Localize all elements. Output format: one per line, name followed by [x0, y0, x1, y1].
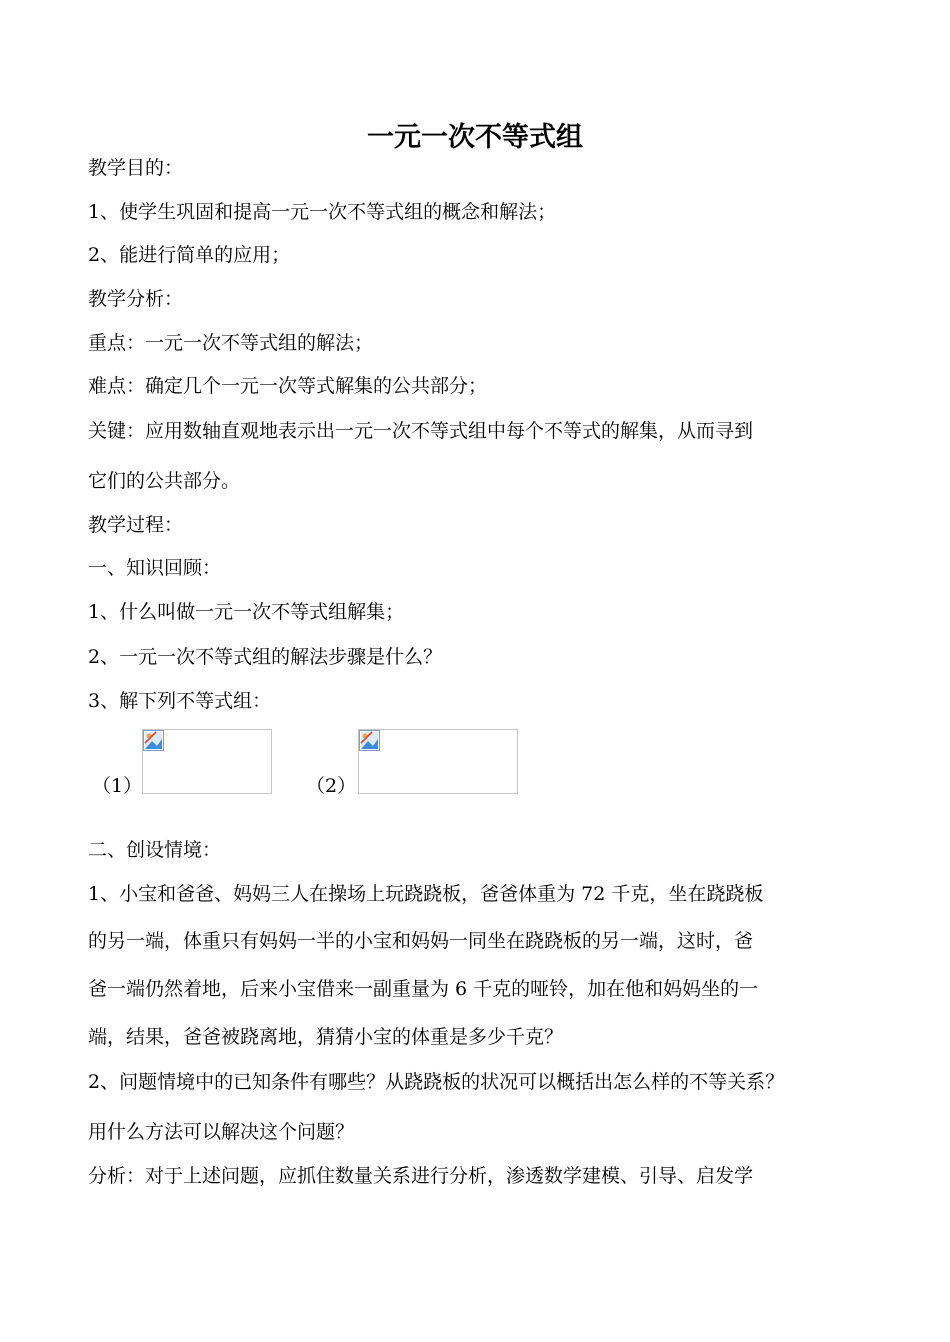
text-line: 2、一元一次不等式组的解法步骤是什么？: [88, 646, 443, 668]
text-line: 教学分析：: [88, 288, 184, 310]
text-line: 3、解下列不等式组：: [88, 690, 272, 712]
text-line: 难点：确定几个一元一次等式解集的公共部分；: [88, 375, 488, 397]
text-line: 1、使学生巩固和提高一元一次不等式组的概念和解法；: [88, 201, 557, 223]
text-line: 教学过程：: [88, 514, 184, 536]
broken-image-icon: [143, 730, 164, 751]
text-line: 二、创设情境：: [88, 839, 222, 861]
text-line: 关键：应用数轴直观地表示出一元一次不等式组中每个不等式的解集，从而寻到: [88, 420, 754, 442]
text-line: 2、问题情境中的已知条件有哪些？从跷跷板的状况可以概括出怎么样的不等关系？: [88, 1071, 785, 1093]
text-line: 分析：对于上述问题，应抓住数量关系进行分析，渗透数学建模、引导、启发学: [88, 1165, 754, 1187]
text-line: 一、知识回顾：: [88, 557, 222, 579]
text-line: 重点：一元一次不等式组的解法；: [88, 332, 374, 354]
text-line: 1、什么叫做一元一次不等式组解集；: [88, 601, 405, 623]
text-line: 用什么方法可以解决这个问题？: [88, 1121, 355, 1143]
text-line: 1、小宝和爸爸、妈妈三人在操场上玩跷跷板，爸爸体重为 72 千克，坐在跷跷板: [88, 883, 764, 905]
exercise-label: （2）: [306, 775, 357, 797]
text-line: 爸一端仍然着地，后来小宝借来一副重量为 6 千克的哑铃，加在他和妈妈坐的一: [88, 978, 759, 1000]
text-line: 端，结果，爸爸被跷离地，猜猜小宝的体重是多少千克？: [88, 1026, 564, 1048]
text-line: 的另一端，体重只有妈妈一半的小宝和妈妈一同坐在跷跷板的另一端，这时，爸: [88, 930, 754, 952]
broken-image-icon: [359, 730, 380, 751]
document-title: 一元一次不等式组: [367, 122, 583, 153]
equation-image: [142, 729, 272, 794]
text-line: 教学目的：: [88, 157, 184, 179]
text-line: 它们的公共部分。: [88, 470, 241, 492]
text-line: 2、能进行简单的应用；: [88, 244, 291, 266]
exercise-label: （1）: [92, 775, 143, 797]
equation-image: [358, 729, 518, 794]
